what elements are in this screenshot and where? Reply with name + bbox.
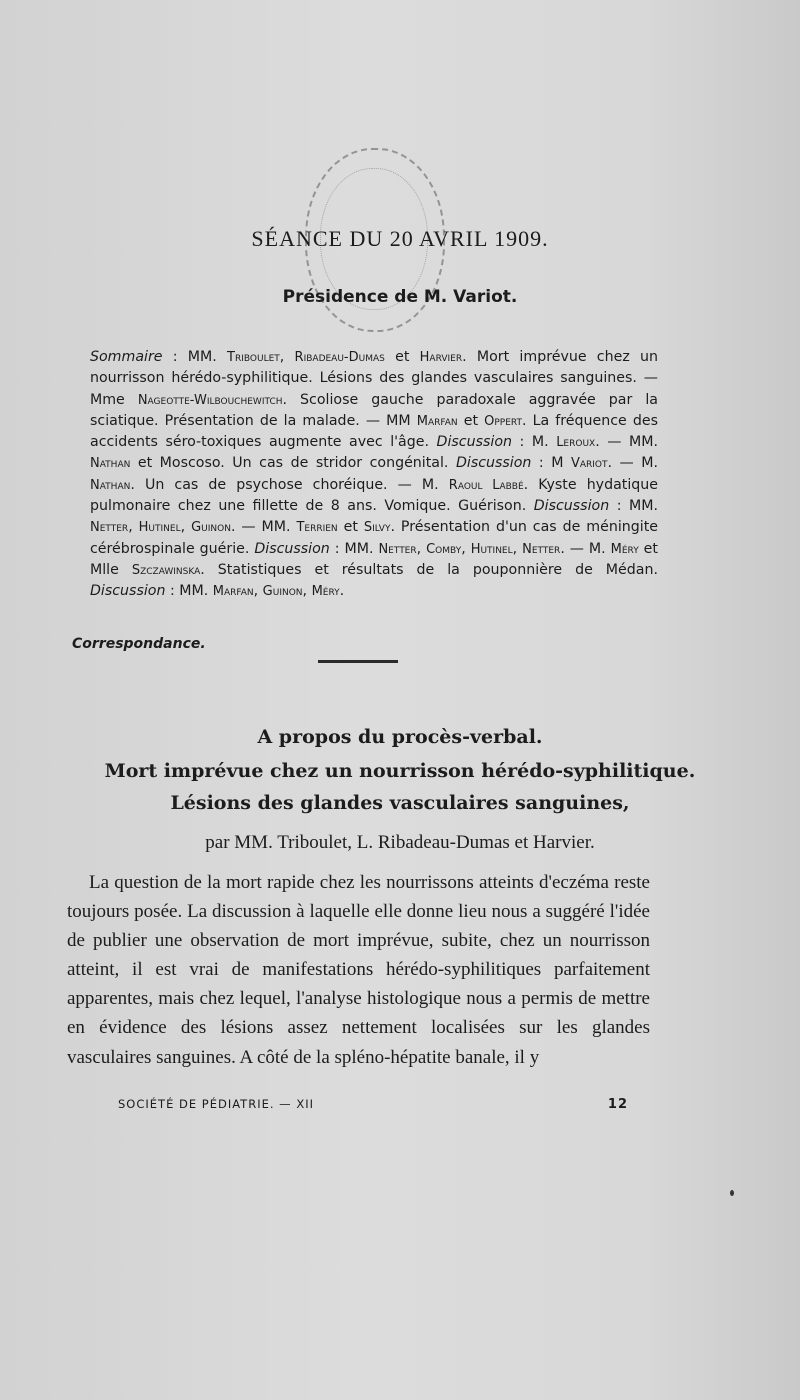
presidence-line: Présidence de M. Variot.: [282, 287, 518, 307]
sommaire-author-name: Nathan: [90, 456, 131, 472]
sommaire-author-name: Netter: [378, 541, 417, 557]
sommaire-author-name: Nageotte-Wilbouchewitch: [137, 392, 283, 408]
journal-footer: SOCIÉTÉ DE PÉDIATRIE. — XII: [118, 1097, 314, 1111]
sommaire-text: ,: [512, 540, 523, 557]
sommaire-text: ,: [302, 583, 312, 600]
page-footer: [118, 1097, 628, 1111]
sommaire-discussion-label: Discussion: [455, 455, 532, 472]
sommaire-text: et: [384, 349, 420, 365]
sommaire-author-name: Méry: [610, 541, 639, 557]
sommaire-text: . La fréquence des accidents séro-toxiques augmente avec l'âge.: [90, 412, 659, 451]
sommaire-author-name: Hutinel: [470, 541, 513, 557]
sommaire-author-name: Netter: [522, 541, 561, 557]
sommaire-author-name: Marfan: [212, 584, 254, 600]
paper-speck: [730, 1190, 734, 1196]
sommaire-text: .: [339, 583, 345, 600]
sommaire-text: . — MM.: [595, 434, 659, 451]
sommaire-author-name: Terrien: [296, 520, 338, 536]
sommaire-text: ,: [416, 540, 427, 557]
sommaire-text: . Scoliose gauche paradoxale aggravée par la sciatique. Présentation de la malade. — MM: [90, 391, 658, 429]
sommaire-text: . — M.: [607, 455, 658, 472]
sommaire-discussion-label: Discussion: [90, 583, 166, 600]
sommaire-text: : MM.: [329, 540, 379, 557]
sommaire-text: : MM.: [162, 349, 228, 365]
sommaire-author-name: Marfan: [416, 413, 458, 429]
sommaire-author-name: Szczawinska: [131, 562, 201, 578]
sommaire-discussion-label: Discussion: [436, 434, 512, 451]
sommaire-label: Sommaire: [90, 349, 163, 365]
sommaire-text: ,: [253, 583, 263, 600]
sommaire-author-name: Silvy: [363, 520, 391, 536]
sommaire-author-name: Triboulet: [227, 350, 280, 365]
sommaire-text: . Présentation d'un cas de méningite cérébrospinale guérie.: [90, 519, 658, 557]
sommaire-discussion-label: Discussion: [254, 540, 330, 557]
sommaire-text: et Mlle: [90, 540, 658, 578]
sommaire-text: ,: [461, 540, 471, 557]
sommaire-text: : M: [531, 455, 571, 472]
sommaire-author-name: Méry: [311, 584, 340, 600]
page-number: 12: [607, 1097, 628, 1112]
sommaire-author-name: Harvier: [419, 350, 463, 365]
article-subtitle: Lésions des glandes vasculaires sanguines,: [170, 792, 630, 814]
sommaire-paragraph: [90, 347, 658, 603]
sommaire-discussion-label: Discussion: [533, 498, 610, 515]
sommaire-text: ,: [279, 349, 295, 365]
article-byline: par MM. Triboulet, L. Ribadeau-Dumas et Harvier.: [205, 832, 595, 853]
sommaire-text: et Moscoso. Un cas de stridor congénital.: [130, 455, 456, 472]
sommaire-text: et: [337, 519, 364, 536]
article-title: Mort imprévue chez un nourrisson hérédo-syphilitique.: [104, 760, 696, 782]
article-body-text: La question de la mort rapide chez les nourrissons atteints d'eczéma reste toujours posée. La discussion à laquelle elle donne lieu nous a suggéré l'idée de publier une observation de mort imprévue, subite, chez un nourrisson atteint, il est vrai de manifestations hérédo-syphilitiques parfaitement apparentes, mais chez lequel, l'analyse histologique nous a permis de mettre en évidence des lésions assez nettement localisées sur les glandes vasculaires sanguines. A côté de la spléno-hépatite banale, il y: [67, 872, 650, 1068]
sommaire-author-name: Hutinel: [138, 520, 181, 536]
sommaire-text: et: [457, 412, 485, 429]
section-divider: [318, 660, 398, 663]
seance-title: SÉANCE DU 20 AVRIL 1909.: [251, 226, 549, 251]
sommaire-body: [90, 349, 658, 599]
sommaire-author-name: Guinon: [191, 520, 231, 536]
sommaire-author-name: Oppert: [484, 413, 522, 429]
sommaire-text: . Un cas de psychose choréique. — M.: [130, 476, 449, 493]
sommaire-text: : MM.: [165, 583, 213, 600]
sommaire-text: ,: [128, 519, 139, 536]
article-heading-proces-verbal: A propos du procès-verbal.: [257, 726, 543, 748]
article-body: [67, 868, 650, 1072]
sommaire-author-name: Comby: [426, 541, 462, 557]
sommaire-text: . Statistiques et résultats de la pouponnière de Médan.: [200, 561, 658, 578]
sommaire-author-name: Leroux: [556, 435, 596, 451]
sommaire-text: . Mort imprévue chez un nourrisson hérédo-syphilitique. Lésions des glandes vasculaires sanguines. — Mme: [90, 349, 659, 408]
sommaire-author-name: Netter: [90, 520, 129, 536]
sommaire-text: . Kyste hydatique pulmonaire chez une fillette de 8 ans. Vomique. Guérison.: [90, 476, 659, 515]
sommaire-text: : M.: [512, 434, 557, 451]
sommaire-text: ,: [180, 519, 192, 536]
sommaire-text: . — M.: [560, 540, 611, 557]
sommaire-text: . — MM.: [230, 519, 297, 536]
sommaire-text: : MM.: [609, 498, 658, 515]
sommaire-author-name: Raoul Labbé: [448, 477, 524, 493]
correspondance-label: Correspondance.: [72, 636, 206, 652]
sommaire-author-name: Nathan: [90, 477, 131, 493]
sommaire-author-name: Guinon: [262, 584, 303, 600]
sommaire-author-name: Variot: [570, 456, 608, 472]
sommaire-author-name: Ribadeau-Dumas: [294, 350, 385, 365]
